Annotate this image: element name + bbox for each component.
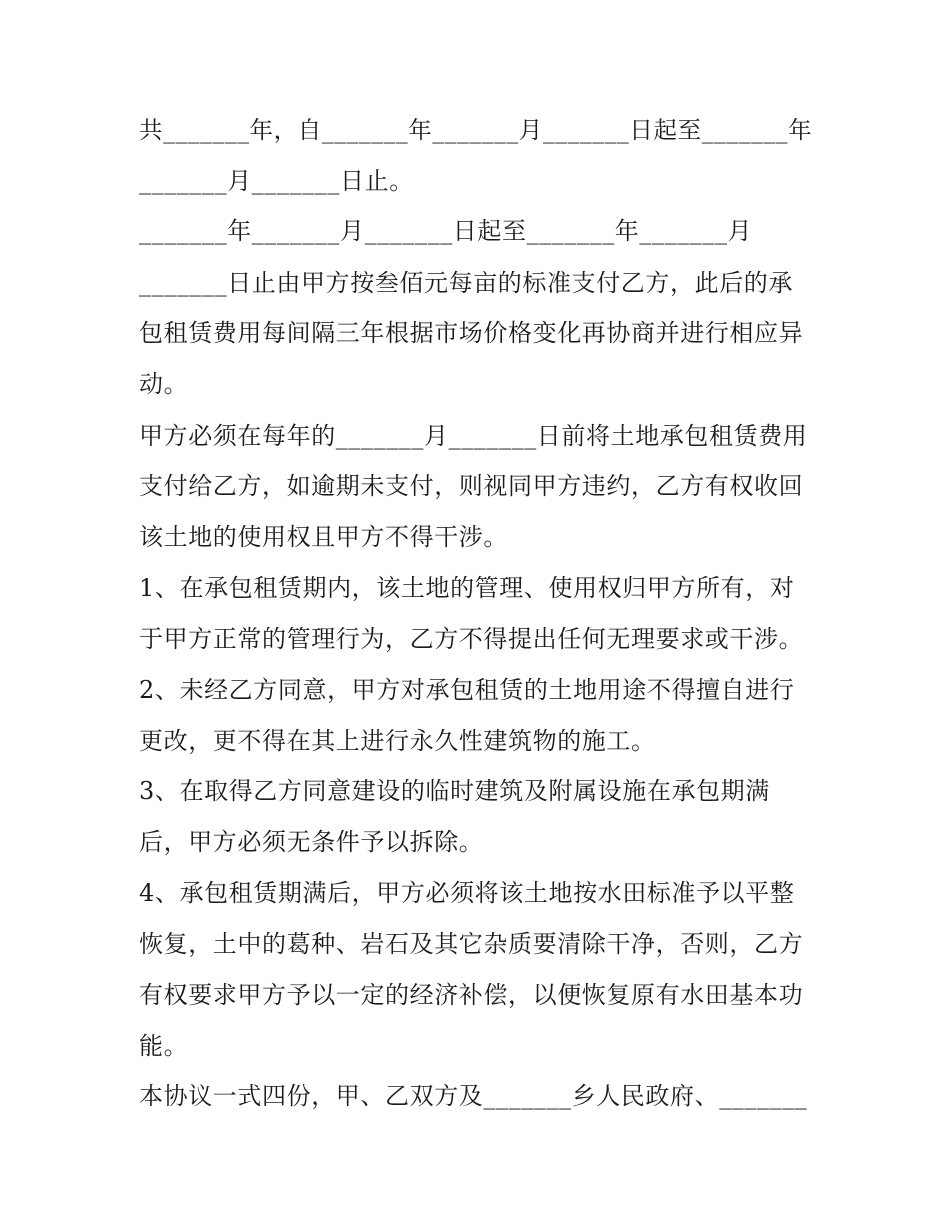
text-line: 支付给乙方，如逾期未支付，则视同甲方违约，乙方有权收回	[139, 472, 804, 500]
text-line: _______日止由甲方按叁佰元每亩的标准支付乙方，此后的承	[139, 269, 793, 297]
text-line: 后，甲方必须无条件予以拆除。	[139, 828, 484, 856]
text-line: 更改，更不得在其上进行永久性建筑物的施工。	[139, 727, 656, 755]
text-line: 恢复，土中的葛种、岩石及其它杂质要清除干净，否则，乙方	[139, 930, 804, 958]
text-line: 1、在承包租赁期内，该土地的管理、使用权归甲方所有，对	[139, 574, 795, 602]
text-line: 4、承包租赁期满后，甲方必须将该土地按水田标准予以平整	[139, 879, 795, 907]
text-line: 有权要求甲方予以一定的经济补偿，以便恢复原有水田基本功	[139, 981, 804, 1009]
text-line: 共_______年，自_______年_______月_______日起至_______年	[139, 116, 813, 144]
text-line: 该土地的使用权且甲方不得干涉。	[139, 523, 508, 551]
text-line: _______月_______日止。	[139, 167, 414, 195]
text-line: 能。	[139, 1032, 189, 1060]
text-line: 甲方必须在每年的_______月_______日前将土地承包租赁费用	[139, 422, 808, 450]
text-line: 2、未经乙方同意，甲方对承包租赁的土地用途不得擅自进行	[139, 676, 795, 704]
text-line: 本协议一式四份，甲、乙双方及_______乡人民政府、_______	[139, 1082, 808, 1110]
text-line: 包租赁费用每间隔三年根据市场价格变化再协商并进行相应异	[139, 319, 804, 347]
text-line: 3、在取得乙方同意建设的临时建筑及附属设施在承包期满	[139, 777, 770, 805]
text-line: 动。	[139, 370, 189, 398]
text-line: _______年_______月_______日起至_______年_______月	[139, 217, 753, 245]
text-line: 于甲方正常的管理行为，乙方不得提出任何无理要求或干涉。	[139, 625, 804, 653]
